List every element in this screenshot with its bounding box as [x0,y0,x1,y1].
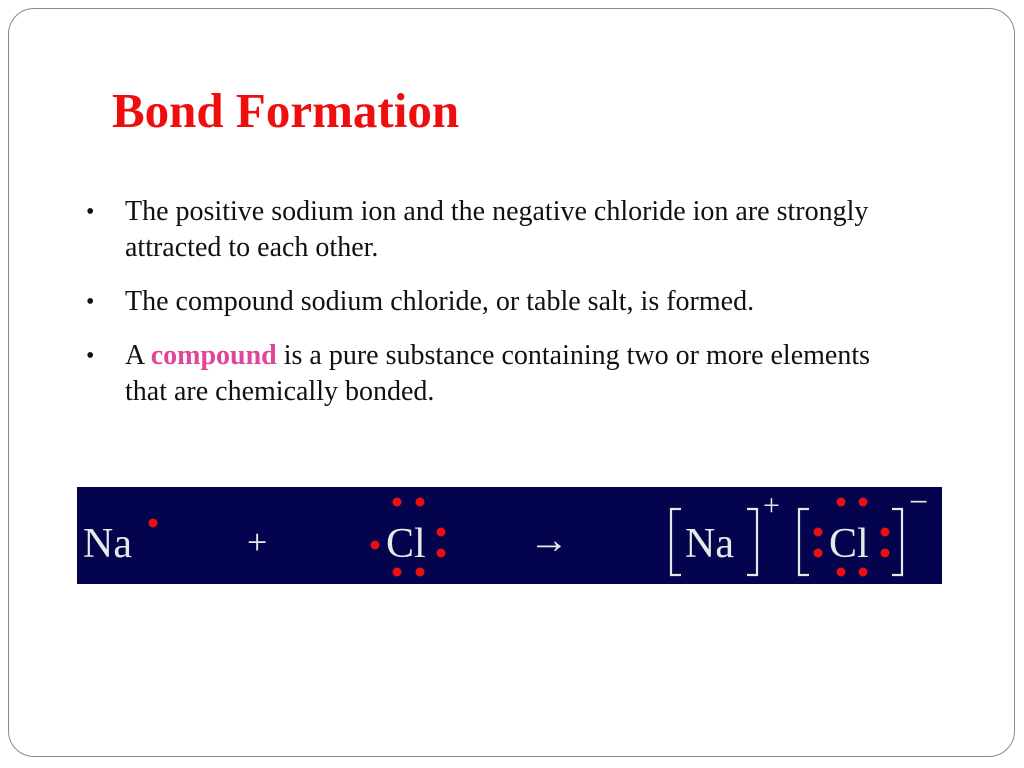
chlorine-electron [371,541,380,550]
bullet-text-suffix: is a pure substance containing two or more elements that are chemically bonded. [125,340,871,407]
anion-right-bracket [892,509,902,575]
chlorine-electron [437,549,446,558]
chloride-electron [859,568,868,577]
sodium-ion-symbol: Na [685,521,734,567]
compound-term: compound [150,340,277,371]
chlorine-electron [416,498,425,507]
cation-charge: + [763,489,780,522]
bullet-item [86,194,886,266]
chloride-electron [837,568,846,577]
plus-sign: + [247,522,268,562]
bullet-marker: • [86,289,95,315]
bullet-marker: • [86,343,95,369]
chlorine-atom-symbol: Cl [386,521,426,567]
bullet-marker: • [86,199,95,225]
chloride-electron [814,528,823,537]
sodium-valence-electron [149,519,158,528]
chlorine-electron [437,528,446,537]
chlorine-electron [393,568,402,577]
reaction-arrow: → [529,517,569,562]
sodium-atom-symbol: Na [83,521,132,567]
anion-charge: − [909,487,929,521]
bullet-item [86,338,886,410]
chloride-electron [837,498,846,507]
lewis-equation-panel [77,487,942,584]
anion-left-bracket [799,509,809,575]
cation-left-bracket [671,509,681,575]
bullet-text: The compound sodium chloride, or table salt, is formed. [125,286,755,317]
slide-title: Bond Formation [112,83,460,138]
bullet-text: The positive sodium ion and the negative chloride ion are strongly attracted to each other. [125,196,869,263]
bullet-list [86,194,886,428]
chloride-electron [881,549,890,558]
lewis-equation-diagram [77,487,942,584]
chlorine-electron [393,498,402,507]
chloride-electron [814,549,823,558]
bullet-item [86,284,886,320]
cation-right-bracket [747,509,757,575]
bullet-text-prefix: A [125,340,151,371]
chloride-electron [881,528,890,537]
chloride-electron [859,498,868,507]
chlorine-electron [416,568,425,577]
chloride-ion-symbol: Cl [829,521,869,567]
